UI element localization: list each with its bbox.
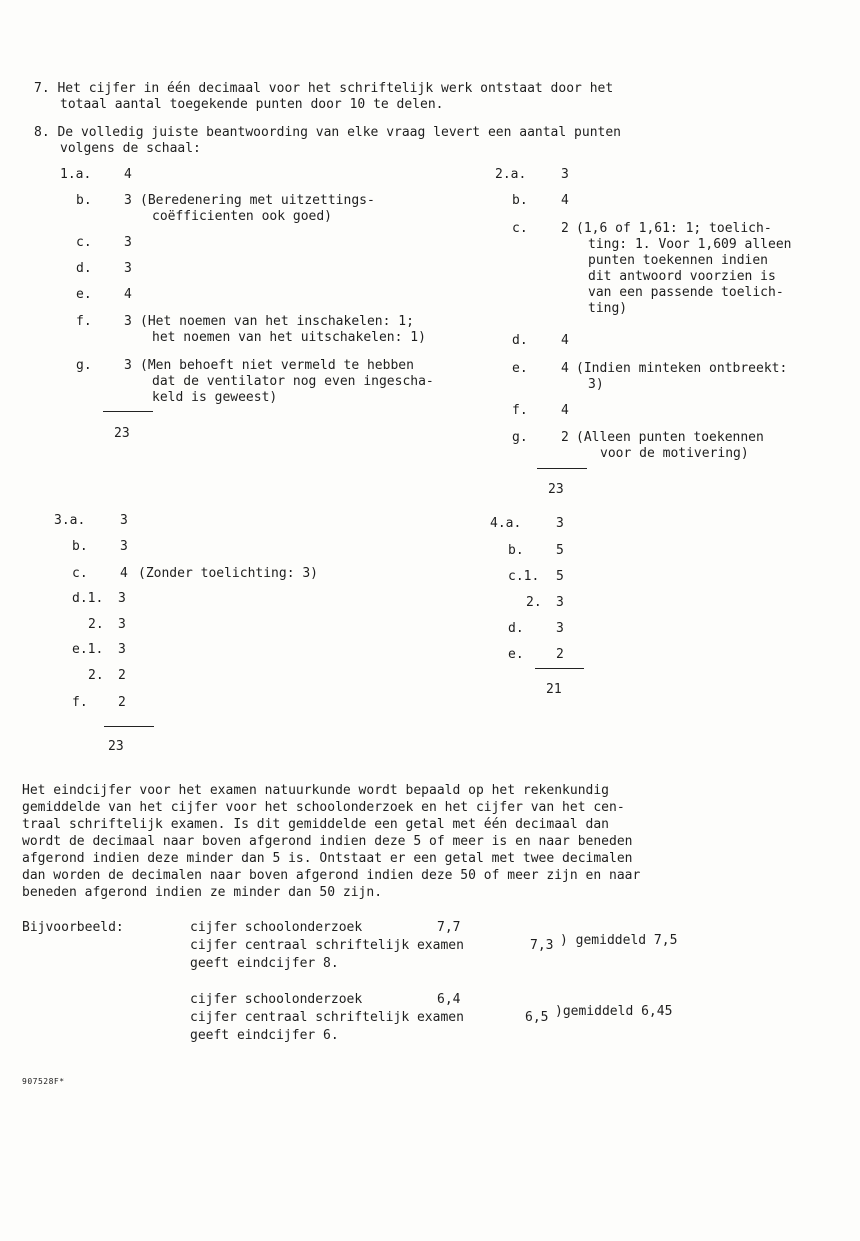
item-note: (Het noemen van het inschakelen: 1;	[140, 314, 414, 329]
item-label: b.	[76, 193, 92, 208]
example-average: )gemiddeld 6,45	[555, 1004, 673, 1019]
item-label: 2.a.	[495, 167, 527, 182]
example-value: 6,5	[525, 1010, 549, 1025]
example-line: geeft eindcijfer 8.	[190, 956, 339, 971]
item-label: 2.	[88, 668, 104, 683]
item-score: 4	[561, 403, 569, 418]
item-score: 3	[118, 591, 126, 606]
item-note: ting: 1. Voor 1,609 alleen	[588, 237, 792, 252]
item-note: punten toekennen indien	[588, 253, 769, 268]
item-note: voor de motivering)	[600, 446, 749, 461]
item-label: d.1.	[72, 591, 104, 606]
item-note: (Zonder toelichting: 3)	[138, 566, 319, 581]
rule-8-line-1: 8. De volledig juiste beantwoording van elke vraag levert een aantal punten	[34, 125, 621, 140]
item-note: van een passende toelich-	[588, 285, 784, 300]
item-score: 4	[120, 566, 128, 581]
item-score: 3	[124, 314, 132, 329]
item-label: f.	[512, 403, 528, 418]
total-rule	[535, 668, 584, 669]
item-note: (Alleen punten toekennen	[576, 430, 764, 445]
item-score: 3	[124, 261, 132, 276]
document-code: 907528F*	[22, 1077, 65, 1086]
rule-8-line-2: volgens de schaal:	[60, 141, 201, 156]
item-note: coëfficienten ook goed)	[152, 209, 333, 224]
item-score: 5	[556, 569, 564, 584]
item-label: b.	[508, 543, 524, 558]
item-label: f.	[72, 695, 88, 710]
item-label: b.	[72, 539, 88, 554]
item-score: 3	[556, 516, 564, 531]
item-score: 4	[561, 333, 569, 348]
paragraph-line: dan worden de decimalen naar boven afgerond indien deze 50 of meer zijn en naar	[22, 868, 641, 883]
total-rule	[103, 411, 153, 412]
item-label: 2.	[526, 595, 542, 610]
item-score: 3	[561, 167, 569, 182]
example-line: cijfer centraal schriftelijk examen	[190, 938, 464, 953]
paragraph-line: afgerond indien deze minder dan 5 is. Ontstaat er een getal met twee decimalen	[22, 851, 633, 866]
item-label: d.	[76, 261, 92, 276]
item-score: 3	[124, 358, 132, 373]
item-note: (Indien minteken ontbreekt:	[576, 361, 788, 376]
paragraph-line: wordt de decimaal naar boven afgerond indien deze 5 of meer is en naar beneden	[22, 834, 633, 849]
item-score: 2	[561, 430, 569, 445]
item-note: ting)	[588, 301, 628, 316]
example-line: cijfer schoolonderzoek	[190, 992, 363, 1007]
item-label: e.	[512, 361, 528, 376]
paragraph-line: traal schriftelijk examen. Is dit gemiddelde een getal met één decimaal dan	[22, 817, 609, 832]
item-label: 1.a.	[60, 167, 92, 182]
item-score: 4	[124, 167, 132, 182]
item-score: 4	[561, 193, 569, 208]
item-score: 3	[124, 235, 132, 250]
total-score: 23	[108, 739, 124, 754]
example-value: 7,3	[530, 938, 554, 953]
item-label: e.	[508, 647, 524, 662]
example-label: Bijvoorbeeld:	[22, 920, 124, 935]
item-score: 2	[561, 221, 569, 236]
item-score: 4	[561, 361, 569, 376]
item-note: keld is geweest)	[152, 390, 278, 405]
rule-7-line-1: 7. Het cijfer in één decimaal voor het schriftelijk werk ontstaat door het	[34, 81, 614, 96]
item-label: e.	[76, 287, 92, 302]
item-label: e.1.	[72, 642, 104, 657]
item-note: (Men behoeft niet vermeld te hebben	[140, 358, 414, 373]
item-label: 2.	[88, 617, 104, 632]
item-score: 3	[556, 621, 564, 636]
item-label: c.1.	[508, 569, 540, 584]
paragraph-line: gemiddelde van het cijfer voor het schoolonderzoek en het cijfer van het cen-	[22, 800, 625, 815]
item-note: dat de ventilator nog even ingescha-	[152, 374, 434, 389]
item-label: c.	[512, 221, 528, 236]
example-value: 7,7	[437, 920, 461, 935]
item-label: g.	[512, 430, 528, 445]
item-label: b.	[512, 193, 528, 208]
item-score: 3	[120, 539, 128, 554]
example-line: geeft eindcijfer 6.	[190, 1028, 339, 1043]
item-label: d.	[512, 333, 528, 348]
item-note: 3)	[588, 377, 604, 392]
example-line: cijfer centraal schriftelijk examen	[190, 1010, 464, 1025]
item-score: 2	[556, 647, 564, 662]
total-rule	[104, 726, 154, 727]
item-label: c.	[76, 235, 92, 250]
item-label: g.	[76, 358, 92, 373]
rule-7-line-2: totaal aantal toegekende punten door 10 te delen.	[60, 97, 444, 112]
item-note: dit antwoord voorzien is	[588, 269, 776, 284]
total-score: 21	[546, 682, 562, 697]
item-note: (Beredenering met uitzettings-	[140, 193, 375, 208]
example-average: ) gemiddeld 7,5	[560, 933, 678, 948]
example-line: cijfer schoolonderzoek	[190, 920, 363, 935]
item-note: het noemen van het uitschakelen: 1)	[152, 330, 426, 345]
total-score: 23	[548, 482, 564, 497]
item-score: 5	[556, 543, 564, 558]
item-label: c.	[72, 566, 88, 581]
item-score: 3	[124, 193, 132, 208]
item-label: 4.a.	[490, 516, 522, 531]
item-score: 3	[556, 595, 564, 610]
item-score: 3	[120, 513, 128, 528]
paragraph-line: beneden afgerond indien ze minder dan 50 zijn.	[22, 885, 383, 900]
item-label: d.	[508, 621, 524, 636]
item-label: f.	[76, 314, 92, 329]
paragraph-line: Het eindcijfer voor het examen natuurkunde wordt bepaald op het rekenkundig	[22, 783, 609, 798]
total-rule	[537, 468, 587, 469]
item-score: 3	[118, 642, 126, 657]
total-score: 23	[114, 426, 130, 441]
item-note: (1,6 of 1,61: 1; toelich-	[576, 221, 772, 236]
example-value: 6,4	[437, 992, 461, 1007]
item-score: 2	[118, 668, 126, 683]
item-score: 4	[124, 287, 132, 302]
item-label: 3.a.	[54, 513, 86, 528]
item-score: 3	[118, 617, 126, 632]
item-score: 2	[118, 695, 126, 710]
